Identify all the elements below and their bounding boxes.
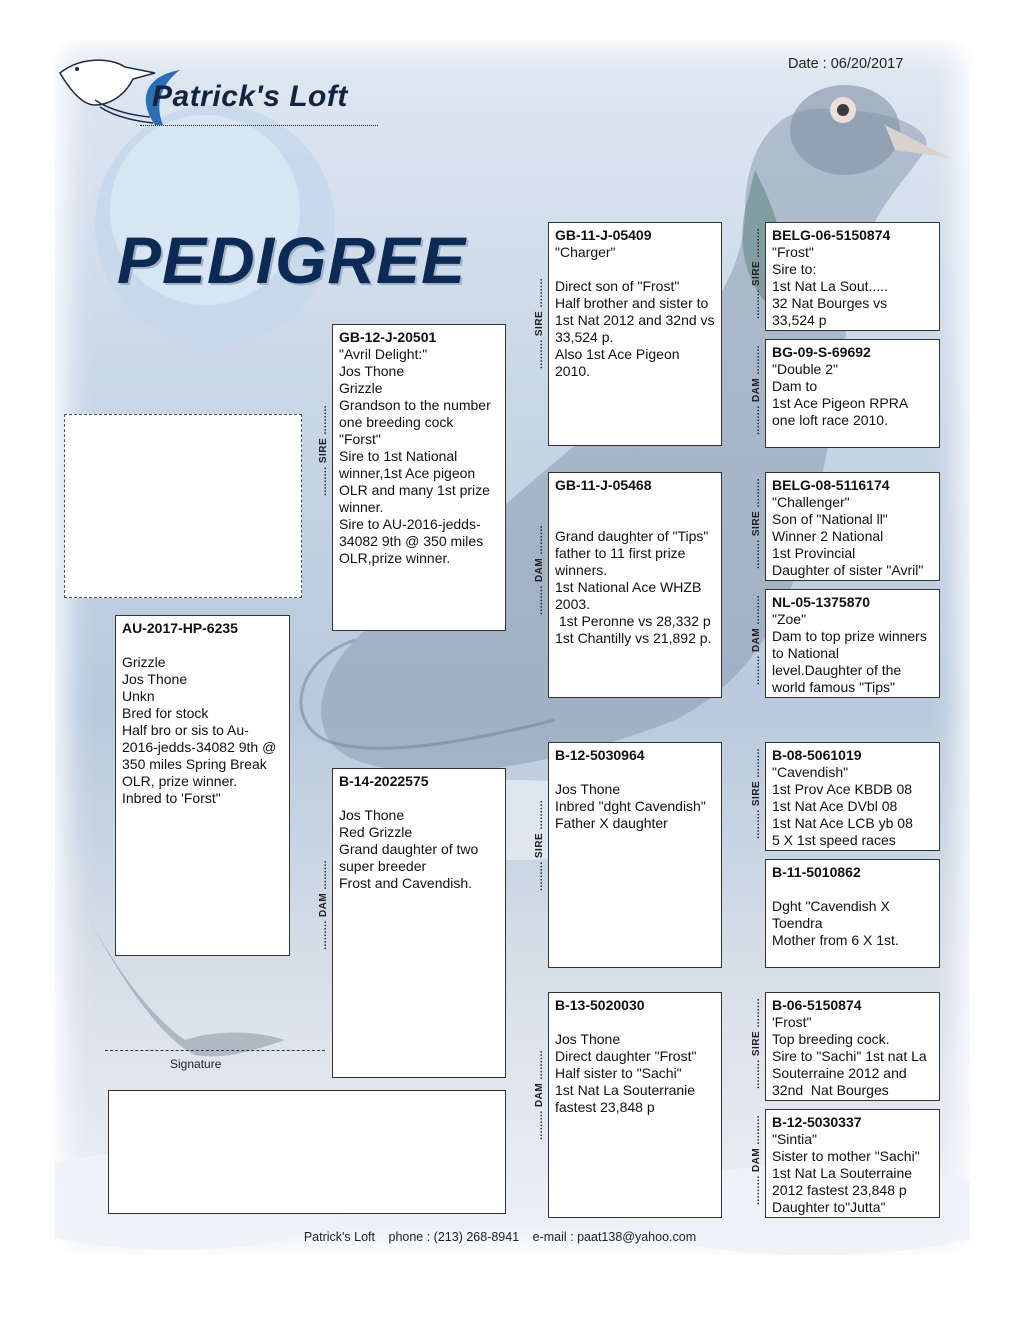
detail-line [122,637,283,654]
detail-line: Inbred to 'Forst" [122,790,221,806]
detail-line: Unkn [122,688,155,704]
detail-line [555,261,715,278]
subject-details [122,637,283,807]
detail-line: 1st Provincial [772,545,856,561]
detail-line: Grand daughter of two super breeder [339,841,483,874]
detail-line: Winner 2 National [772,528,884,544]
detail-line: Red Grizzle [339,824,413,840]
dam-sire-details [555,764,715,832]
sds-card [765,472,940,581]
detail-line: Sire to AU-2016-jedds-34082 9th @ 350 miles OLR,prize winner. [339,516,488,566]
sire-card [332,324,506,631]
detail-line: Dam to top prize winners to National level.Daughter of the world famous "Tips" [772,628,931,695]
ddd-ring-number: B-12-5030337 [772,1114,862,1130]
detail-line [772,881,933,898]
sdd-details [772,611,933,696]
detail-line [555,511,715,528]
ss-sire-label: ......... SIRE ......... [534,278,545,369]
detail-line: Sister to mother "Sachi" [772,1148,920,1164]
detail-line: 1st Chantilly vs 21,892 p. [555,630,712,646]
detail-line: Half brother and sister to 1st Nat 2012 and 32nd vs 33,524 p. [555,295,719,345]
detail-line: Sire to: [772,261,817,277]
brand-name: Patrick's Loft [152,80,348,113]
sds-sire-label: ......... SIRE ......... [751,478,762,569]
detail-line: Dght "Cavendish X Toendra [772,898,894,931]
detail-line: Half sister to "Sachi" [555,1065,682,1081]
detail-line: "Avril Delight:" [339,346,428,362]
detail-line: Frost and Cavendish. [339,875,473,891]
detail-line [555,764,715,781]
subject-ring-number: AU-2017-HP-6235 [122,620,238,636]
detail-line: Half bro or sis to Au-2016-jedds-34082 9th @ 350 miles Spring Break OLR, prize winner. [122,722,281,789]
footer [0,1230,1000,1244]
sdd-ring-number: NL-05-1375870 [772,594,871,610]
detail-line: "Frost" [772,244,814,260]
notes-box[interactable] [108,1090,506,1214]
subject-card [115,615,290,956]
detail-line: Inbred "dght Cavendish" [555,798,706,814]
sire-details [339,346,499,567]
detail-line: Daughter of sister "Avril" [772,562,924,578]
detail-line: 1st National Ace WHZB 2003. [555,579,706,612]
dds-details [772,1014,933,1099]
detail-line [339,790,499,807]
dam-dam-card [548,992,722,1218]
detail-line: Direct son of "Frost" [555,278,680,294]
dss-ring-number: B-08-5061019 [772,747,862,763]
dam-dam-details [555,1014,715,1116]
dsd-card [765,859,940,968]
detail-line: Top breeding cock. [772,1031,890,1047]
sss-details [772,244,933,329]
detail-line: Sire to "Sachi" 1st nat La Souterraine 2012 and 32nd Nat Bourges [772,1048,931,1098]
ssd-details [772,361,933,429]
detail-line [555,494,715,511]
detail-line: "Double 2" [772,361,838,377]
sss-sire-label: ......... SIRE ......... [751,228,762,319]
dsd-ring-number: B-11-5010862 [772,864,861,880]
detail-line: 1st Nat La Souterraine 2012 fastest 23,848 p [772,1165,916,1198]
dam-sire-card [548,742,722,968]
detail-line: Jos Thone [339,807,405,823]
detail-line: "Challenger" [772,494,850,510]
sire-dam-card [548,472,722,698]
ddd-card [765,1109,940,1218]
detail-line: "Zoe" [772,611,807,627]
detail-line: Father X daughter [555,815,668,831]
signature-line [105,1050,325,1051]
sire-label: ......... SIRE ......... [318,405,329,496]
detail-line: Grand daughter of "Tips" father to 11 first prize winners. [555,528,713,578]
detail-line: Son of "National ll" [772,511,888,527]
ddd-dam-label: ......... DAM ......... [751,1115,762,1205]
detail-line: 1st Prov Ace KBDB 08 [772,781,913,797]
sire-sire-card [548,222,722,446]
footer-phone: phone : (213) 268-8941 [388,1230,520,1244]
ssd-dam-label: ......... DAM ......... [751,345,762,435]
sire-sire-ring-number: GB-11-J-05409 [555,227,652,243]
dam-card [332,768,506,1078]
detail-line: Direct daughter "Frost" [555,1048,697,1064]
sire-ring-number: GB-12-J-20501 [339,329,437,345]
signature-label: Signature [170,1057,222,1071]
dd-dam-label: ......... DAM ......... [534,1050,545,1140]
detail-line: Grandson to the number one breeding cock "Forst" [339,397,495,447]
detail-line: Jos Thone [555,781,621,797]
dam-ring-number: B-14-2022575 [339,773,429,789]
sire-dam-ring-number: GB-11-J-05468 [555,477,652,493]
ssd-ring-number: BG-09-S-69692 [772,344,871,360]
detail-line: Sire to 1st National winner,1st Ace pigeon OLR and many 1st prize winner. [339,448,494,515]
detail-line: Jos Thone [555,1031,621,1047]
detail-line: Grizzle [122,654,166,670]
detail-line: Daughter to"Jutta" [772,1199,886,1215]
sdd-card [765,589,940,698]
sire-dam-details [555,494,715,647]
detail-line: 1st Nat La Souterranie fastest 23,848 p [555,1082,699,1115]
detail-line: 1st Nat Ace DVbl 08 [772,798,898,814]
detail-line: Also 1st Ace Pigeon 2010. [555,346,684,379]
detail-line: Grizzle [339,380,383,396]
detail-line: Mother from 6 X 1st. [772,932,899,948]
dds-sire-label: ......... SIRE ......... [751,998,762,1089]
sss-card [765,222,940,331]
sds-ring-number: BELG-08-5116174 [772,477,890,493]
detail-line: Jos Thone [339,363,405,379]
dam-details [339,790,499,892]
detail-line: "Charger" [555,244,616,260]
page-title: PEDIGREE [117,223,467,297]
date-field [788,56,903,72]
dss-card [765,742,940,851]
sd-dam-label: ......... DAM ......... [534,525,545,615]
photo-placeholder[interactable] [64,414,302,598]
detail-line: 32 Nat Bourges vs 33,524 p [772,295,892,328]
dam-dam-ring-number: B-13-5020030 [555,997,645,1013]
dam-label: ......... DAM ......... [318,860,329,950]
date-value: 06/20/2017 [830,56,904,72]
detail-line: 1st Nat La Sout..... [772,278,888,294]
detail-line: 1st Peronne vs 28,332 p [555,613,711,629]
detail-line [555,1014,715,1031]
detail-line: 1st Nat Ace LCB yb 08 [772,815,913,831]
footer-email[interactable]: e-mail : paat138@yahoo.com [532,1230,697,1244]
dds-card [765,992,940,1101]
detail-line: 5 X 1st speed races [772,832,896,848]
dsd-details [772,881,933,949]
date-label: Date : [788,56,827,72]
brand-underline [140,125,378,126]
sire-sire-details [555,244,719,380]
detail-line: Bred for stock [122,705,209,721]
sdd-dam-label: ......... DAM ......... [751,595,762,685]
detail-line: "Sintia" [772,1131,817,1147]
detail-line: Jos Thone [122,671,188,687]
detail-line: 'Frost" [772,1014,812,1030]
footer-name: Patrick's Loft [303,1230,376,1244]
dam-sire-ring-number: B-12-5030964 [555,747,645,763]
detail-line: Dam to [772,378,818,394]
sds-details [772,494,933,579]
ddd-details [772,1131,933,1216]
ssd-card [765,339,940,448]
sss-ring-number: BELG-06-5150874 [772,227,891,243]
dss-sire-label: ......... SIRE ......... [751,748,762,839]
detail-line: "Cavendish" [772,764,849,780]
dss-details [772,764,933,849]
ds-sire-label: ......... SIRE ......... [534,800,545,891]
detail-line: 1st Ace Pigeon RPRA one loft race 2010. [772,395,912,428]
dds-ring-number: B-06-5150874 [772,997,862,1013]
